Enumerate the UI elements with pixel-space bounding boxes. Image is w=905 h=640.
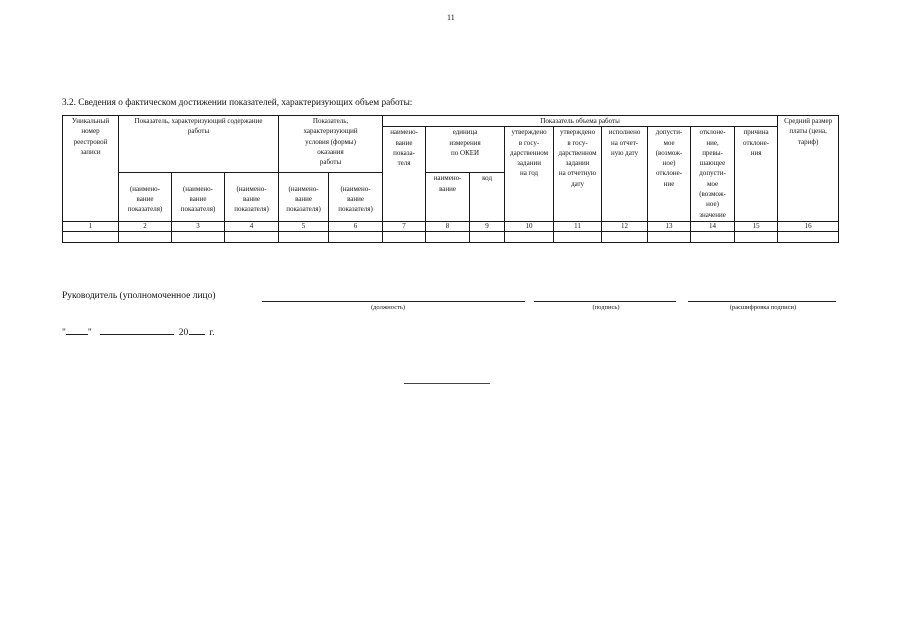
column-number: 7 <box>383 222 426 232</box>
signature-line <box>534 301 676 302</box>
table-cell <box>648 232 691 243</box>
position-line <box>262 301 525 302</box>
table-cell <box>63 232 119 243</box>
header-content-sub-1: (наимено- вание показателя) <box>119 173 172 222</box>
divider-line <box>404 383 490 384</box>
table-cell <box>119 232 172 243</box>
column-number: 1 <box>63 222 119 232</box>
header-content-sub-3: (наимено- вание показателя) <box>225 173 279 222</box>
signature-decoding-line <box>688 301 836 302</box>
date-open-quote: " <box>62 328 66 338</box>
table-row-empty <box>63 232 839 243</box>
header-content-indicator: Показатель, характеризующий содержание работы <box>119 116 279 173</box>
column-number: 9 <box>470 222 505 232</box>
table-cell <box>470 232 505 243</box>
year-blank <box>189 326 205 335</box>
table-cell <box>225 232 279 243</box>
year-suffix: г. <box>209 328 215 338</box>
column-number: 14 <box>691 222 735 232</box>
table-cell <box>735 232 778 243</box>
position-caption: (должность) <box>370 304 406 311</box>
signature-caption: (подпись) <box>592 304 620 311</box>
column-number: 6 <box>329 222 383 232</box>
header-allowed-deviation: допусти- мое (возмож- ное) отклоне- ние <box>648 127 691 222</box>
header-executed: исполнено на отчет- ную дату <box>602 127 648 222</box>
column-number: 12 <box>602 222 648 232</box>
year-prefix: 20 <box>178 328 189 338</box>
month-blank <box>100 326 174 335</box>
column-number: 15 <box>735 222 778 232</box>
table-cell <box>279 232 329 243</box>
day-blank <box>66 326 88 335</box>
work-volume-table <box>62 115 839 243</box>
header-content-sub-2: (наимено- вание показателя) <box>172 173 225 222</box>
header-approved-report-date: утверждено в госу- дарственном задании на отчетную дату <box>554 127 602 222</box>
column-number: 5 <box>279 222 329 232</box>
signatory-label: Руководитель (уполномоченное лицо) <box>62 291 216 301</box>
table-cell <box>329 232 383 243</box>
column-number: 2 <box>119 222 172 232</box>
column-number-row <box>63 222 839 232</box>
header-deviation-reason: причина отклоне- ния <box>735 127 778 222</box>
table-cell <box>602 232 648 243</box>
column-number: 13 <box>648 222 691 232</box>
header-row-top <box>63 116 839 127</box>
date-close-quote: " <box>87 328 92 338</box>
header-volume-indicator: Показатель объема работы <box>383 116 778 127</box>
header-indicator-name: наимено- вание показа- теля <box>383 127 426 222</box>
header-excess-deviation: отклоне- ние, превы- шающее допусти- мое (возмож- ное) значение <box>691 127 735 222</box>
column-number: 11 <box>554 222 602 232</box>
column-number: 16 <box>778 222 839 232</box>
date-line <box>62 326 214 339</box>
column-number: 8 <box>426 222 470 232</box>
column-number: 3 <box>172 222 225 232</box>
page-number: 11 <box>447 13 455 22</box>
table-cell <box>778 232 839 243</box>
header-conditions-indicator: Показатель, характеризующий условия (формы) оказания работы <box>279 116 383 173</box>
section-title: 3.2. Сведения о фактическом достижении показателей, характеризующих объем работы: <box>62 98 413 108</box>
header-registry-number: Уникальный номер реестровой записи <box>63 116 119 222</box>
signature-decoding-caption: (расшифровка подписи) <box>729 304 797 311</box>
table-cell <box>554 232 602 243</box>
table-cell <box>691 232 735 243</box>
header-conditions-sub-2: (наимено- вание показателя) <box>329 173 383 222</box>
header-unit-okei: единица измерения по ОКЕИ <box>426 127 505 173</box>
header-average-fee: Средний размер платы (цена, тариф) <box>778 116 839 222</box>
header-unit-name: наимено- вание <box>426 173 470 222</box>
column-number: 4 <box>225 222 279 232</box>
column-number: 10 <box>505 222 554 232</box>
table-cell <box>172 232 225 243</box>
header-unit-code: код <box>470 173 505 222</box>
table-cell <box>426 232 470 243</box>
table-cell <box>505 232 554 243</box>
header-approved-year: утверждено в госу- дарственном задании на год <box>505 127 554 222</box>
table-cell <box>383 232 426 243</box>
header-conditions-sub-1: (наимено- вание показателя) <box>279 173 329 222</box>
